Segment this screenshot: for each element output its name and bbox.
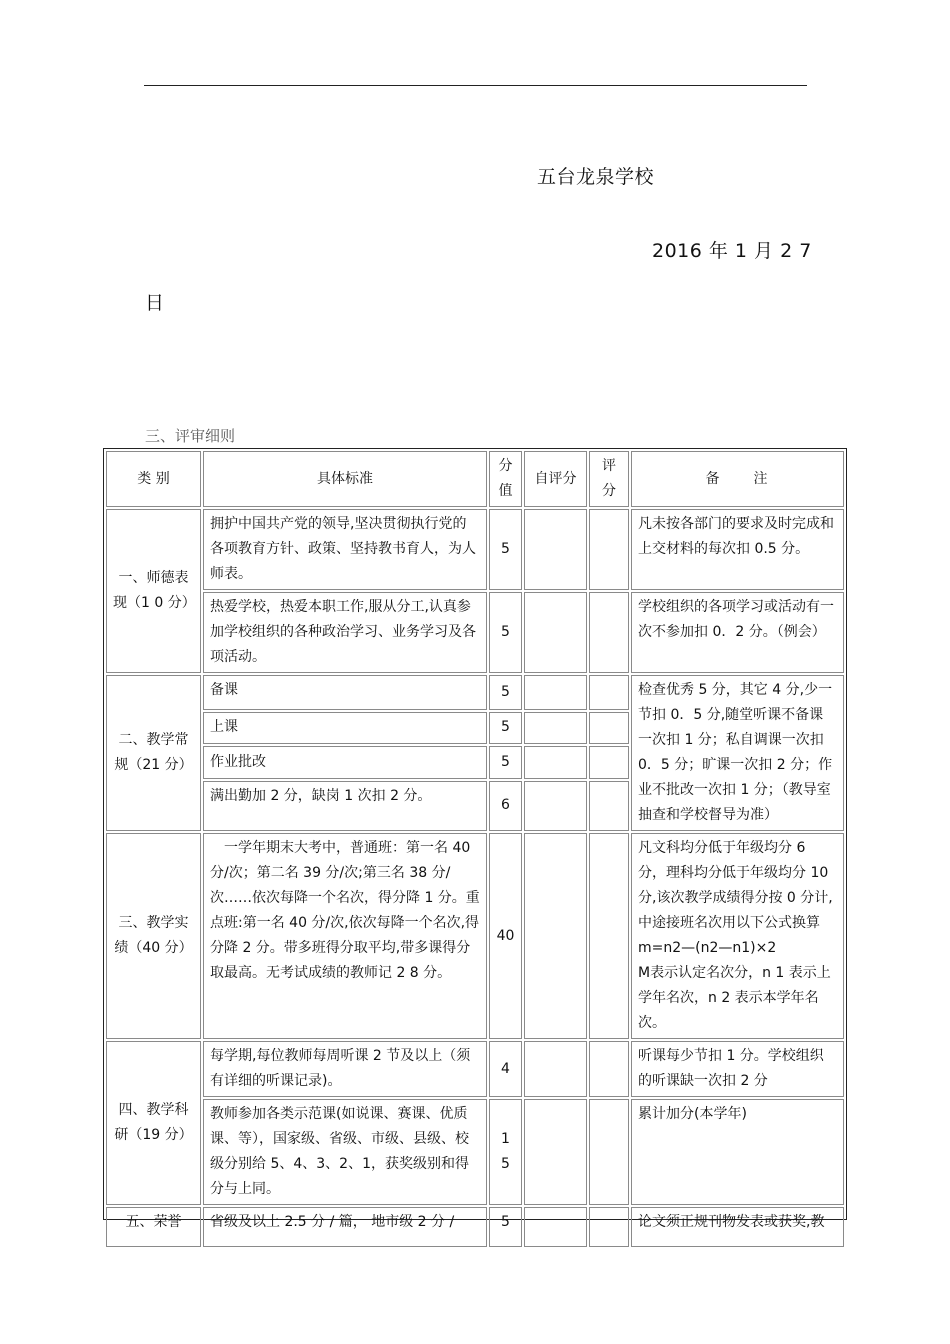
review-score-cell — [589, 675, 629, 710]
score-cell: 5 — [489, 592, 522, 673]
document-date: 2016 年 1 月 2 7 — [652, 240, 812, 262]
remark-cell: 检查优秀 5 分，其它 4 分,少一节扣 0．5 分,随堂听课不备课一次扣 1 分；私自调课一次扣 0．5 分；旷课一次扣 2 分；作业不批改一次扣 1 分；（教导室抽查和学校督导为准） — [631, 675, 844, 831]
self-score-cell — [524, 509, 587, 590]
standard-cell: 教师参加各类示范课(如说课、赛课、优质课、等），国家级、省级、市级、县级、校级分别给 5、4、3、2、1，获奖级别和得分与上同。 — [203, 1099, 487, 1205]
standard-cell: 上课 — [203, 712, 487, 745]
header-standard: 具体标准 — [203, 451, 487, 507]
standard-cell: 每学期,每位教师每周听课 2 节及以上（须有详细的听课记录)。 — [203, 1041, 487, 1097]
score-cell: 6 — [489, 781, 522, 831]
self-score-cell — [524, 833, 587, 1039]
review-score-cell — [589, 746, 629, 779]
table-row — [106, 833, 844, 1039]
table-row — [106, 1041, 844, 1097]
header-self-score: 自评分 — [524, 451, 587, 507]
standard-cell: 备课 — [203, 675, 487, 710]
self-score-cell — [524, 1207, 587, 1247]
self-score-cell — [524, 746, 587, 779]
category-cell: 一、师德表现（1 0 分） — [106, 509, 201, 673]
self-score-cell — [524, 675, 587, 710]
self-score-cell — [524, 712, 587, 745]
category-cell: 三、教学实绩（40 分） — [106, 833, 201, 1039]
self-score-cell — [524, 1099, 587, 1205]
self-score-cell — [524, 781, 587, 831]
review-score-cell — [589, 1041, 629, 1097]
score-cell: 5 — [489, 509, 522, 590]
review-score-cell — [589, 1207, 629, 1247]
review-score-cell — [589, 781, 629, 831]
header-review-score: 评分 — [589, 451, 629, 507]
table-header-row — [106, 451, 844, 507]
score-cell: 5 — [489, 746, 522, 779]
remark-cell: 论文须正规刊物发表或获奖,教 — [631, 1207, 844, 1247]
table-row — [106, 592, 844, 673]
category-cell: 五、荣誉 — [106, 1207, 201, 1247]
standard-cell: 一学年期末大考中，普通班：第一名 40 分/次；第二名 39 分/次;第三名 38 分/次……依次每降一个名次，得分降 1 分。重点班:第一名 40 分/次,依次每降一个名次,得分降 2 分。带多班得分取平均,带多课得分取最高。无考试成绩的教师记 2 8 分。 — [203, 833, 487, 1039]
section-title: 三、评审细则 — [145, 427, 236, 445]
score-cell: 5 — [489, 1207, 522, 1247]
header-category: 类 别 — [106, 451, 201, 507]
table-row — [106, 675, 844, 710]
review-score-cell — [589, 592, 629, 673]
remark-cell: 累计加分(本学年) — [631, 1099, 844, 1205]
self-score-cell — [524, 1041, 587, 1097]
remark-cell: 听课每少节扣 1 分。学校组织的听课缺一次扣 2 分 — [631, 1041, 844, 1097]
score-cell: 1 5 — [489, 1099, 522, 1205]
table-row — [106, 1099, 844, 1205]
standard-cell: 满出勤加 2 分，缺岗 1 次扣 2 分。 — [203, 781, 487, 831]
standard-cell: 省级及以上 2.5 分 / 篇， 地市级 2 分 / — [203, 1207, 487, 1247]
score-cell: 4 — [489, 1041, 522, 1097]
review-score-cell — [589, 509, 629, 590]
table-row — [106, 509, 844, 590]
score-cell: 5 — [489, 712, 522, 745]
standard-cell: 作业批改 — [203, 746, 487, 779]
remark-cell: 学校组织的各项学习或活动有一次不参加扣 0．2 分。（例会） — [631, 592, 844, 673]
remark-cell: 凡文科均分低于年级均分 6 分，理科均分低于年级均分 10 分,该次教学成绩得分按 0 分计,中途接班名次用以下公式换算m=n2—(n2—n1)×2 M表示认定名次分，n 1 表示上学年名次，n 2 表示本学年名次。 — [631, 833, 844, 1039]
remark-cell: 凡未按各部门的要求及时完成和上交材料的每次扣 0.5 分。 — [631, 509, 844, 590]
table-row — [106, 1207, 844, 1247]
category-cell: 二、教学常规（21 分） — [106, 675, 201, 831]
review-score-cell — [589, 712, 629, 745]
document-date-day: 日 — [145, 292, 165, 314]
header-score: 分值 — [489, 451, 522, 507]
review-score-cell — [589, 833, 629, 1039]
self-score-cell — [524, 592, 587, 673]
score-cell: 40 — [489, 833, 522, 1039]
review-score-cell — [589, 1099, 629, 1205]
evaluation-table — [103, 448, 847, 1230]
standard-cell: 拥护中国共产党的领导,坚决贯彻执行党的各项教育方针、政策、坚持教书育人，为人师表。 — [203, 509, 487, 590]
score-cell: 5 — [489, 675, 522, 710]
header-rule — [144, 85, 807, 86]
standard-cell: 热爱学校，热爱本职工作,服从分工,认真参加学校组织的各种政治学习、业务学习及各项活动。 — [203, 592, 487, 673]
school-name: 五台龙泉学校 — [537, 166, 655, 188]
category-cell: 四、教学科研（19 分） — [106, 1041, 201, 1205]
header-remarks: 备 注 — [631, 451, 844, 507]
